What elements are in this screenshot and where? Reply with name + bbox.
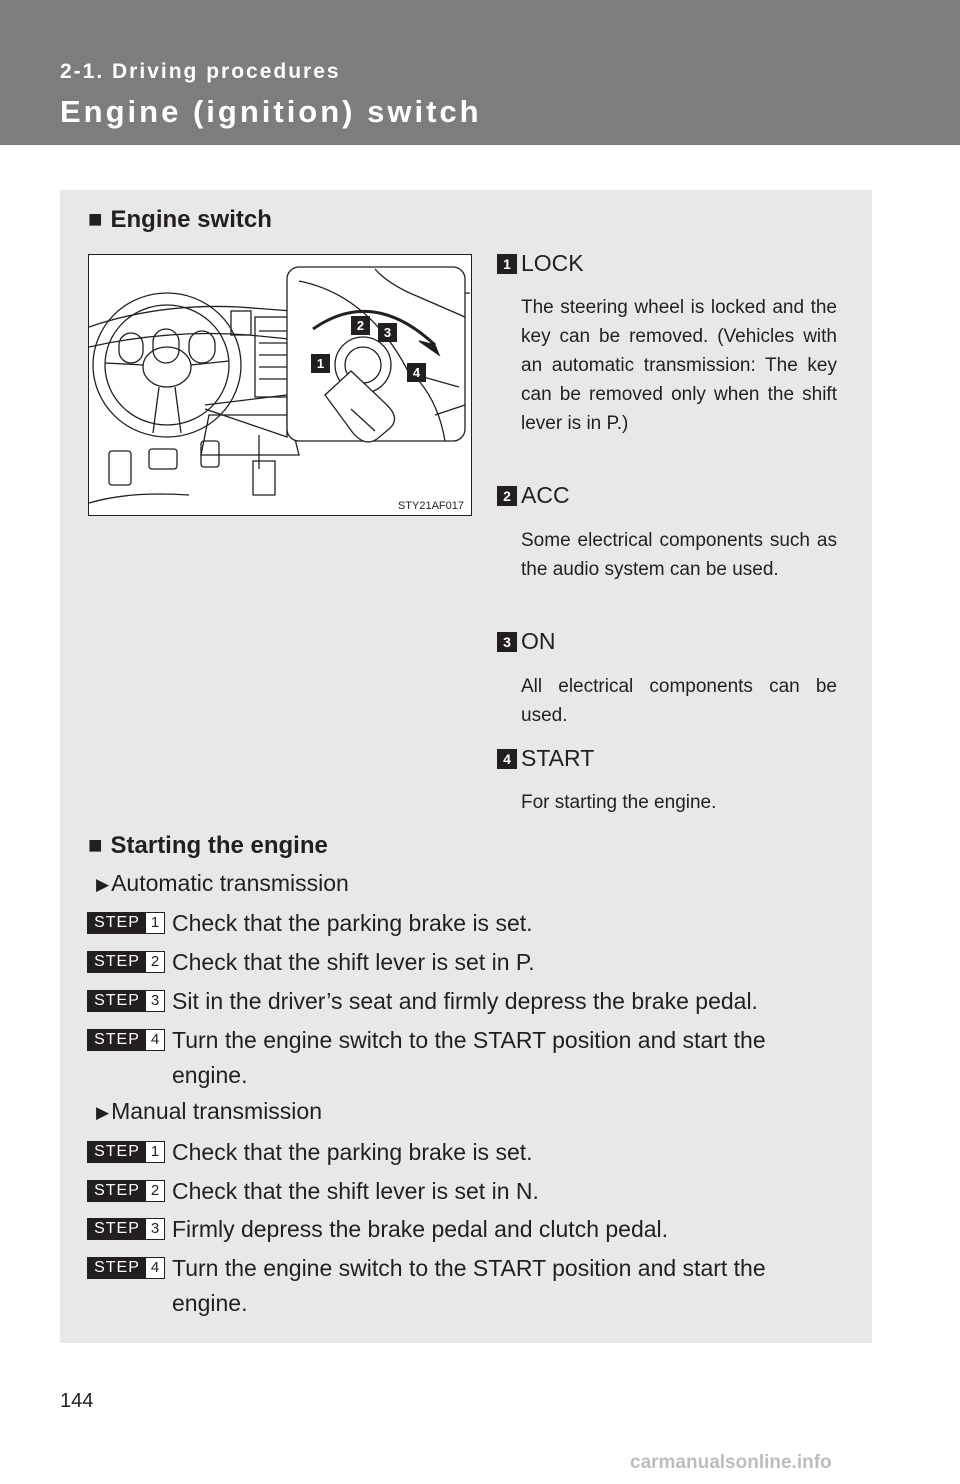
svg-text:1: 1 <box>316 356 325 371</box>
position-number-2: 2 <box>497 486 517 506</box>
chapter-header <box>0 0 960 145</box>
shift-lever <box>253 435 275 495</box>
step-text: Sit in the driver’s seat and firmly depress the brake pedal. <box>172 988 758 1014</box>
step-text: Check that the parking brake is set. <box>172 910 533 936</box>
step-text: Check that the parking brake is set. <box>172 1139 533 1165</box>
position-label-on: ON <box>521 628 556 654</box>
engine-switch-heading <box>88 206 272 234</box>
pedal-right <box>201 441 219 467</box>
manual-transmission-label: ▶Manual transmission <box>96 1098 322 1124</box>
pedal-center <box>149 449 177 469</box>
ignition-illustration <box>88 254 472 516</box>
step-text: Turn the engine switch to the START position and start the engine. <box>172 1255 766 1316</box>
svg-text:2: 2 <box>356 318 365 333</box>
pedal-left <box>109 451 131 485</box>
watermark: carmanualsonline.info <box>630 1452 832 1473</box>
position-number-3: 3 <box>497 632 517 652</box>
position-desc-acc: Some electrical components such as the audio system can be used. <box>521 530 837 580</box>
gauge-right <box>189 331 215 363</box>
section-label: 2-1. Driving procedures <box>60 60 341 83</box>
triangle-right-icon: ▶ <box>96 875 110 894</box>
step-text: Check that the shift lever is set in P. <box>172 949 535 975</box>
step-text: Firmly depress the brake pedal and clutch pedal. <box>172 1216 669 1242</box>
page-title: Engine (ignition) switch <box>60 94 482 129</box>
position-desc-start: For starting the engine. <box>521 792 717 813</box>
svg-text:3: 3 <box>383 325 392 340</box>
position-number-1: 1 <box>497 254 517 274</box>
steering-hub <box>143 347 191 387</box>
step-badge: STEP 2 <box>87 951 165 973</box>
step-badge: STEP 3 <box>87 990 165 1012</box>
step-badge: STEP 3 <box>87 1218 165 1240</box>
position-number-4: 4 <box>497 749 517 769</box>
dashboard-drawing <box>89 255 470 514</box>
square-bullet-icon: ■ <box>88 832 103 859</box>
engine-switch-heading-text: Engine switch <box>110 206 272 233</box>
position-label-acc: ACC <box>521 482 570 508</box>
triangle-right-icon: ▶ <box>96 1103 110 1122</box>
step-badge: STEP 1 <box>87 1141 165 1163</box>
automatic-transmission-label: ▶Automatic transmission <box>96 870 349 896</box>
position-desc-on: All electrical components can be used. <box>521 676 837 726</box>
step-badge: STEP 1 <box>87 912 165 934</box>
starting-heading <box>88 832 328 860</box>
page-number: 144 <box>60 1390 94 1412</box>
starting-heading-text: Starting the engine <box>110 832 328 859</box>
square-bullet-icon: ■ <box>88 206 103 233</box>
step-badge: STEP 4 <box>87 1257 165 1279</box>
step-badge: STEP 4 <box>87 1029 165 1051</box>
figure-code: STY21AF017 <box>397 500 464 512</box>
step-badge: STEP 2 <box>87 1180 165 1202</box>
position-label-start: START <box>521 745 595 771</box>
step-text: Check that the shift lever is set in N. <box>172 1178 539 1204</box>
step-text: Turn the engine switch to the START position and start the engine. <box>172 1027 766 1088</box>
position-desc-lock: The steering wheel is locked and the key can be removed. (Vehicles with an automatic transmission: The key can be removed only when the shift lever is in P.) <box>521 297 837 434</box>
position-label-lock: LOCK <box>521 250 584 276</box>
svg-text:4: 4 <box>412 365 421 380</box>
